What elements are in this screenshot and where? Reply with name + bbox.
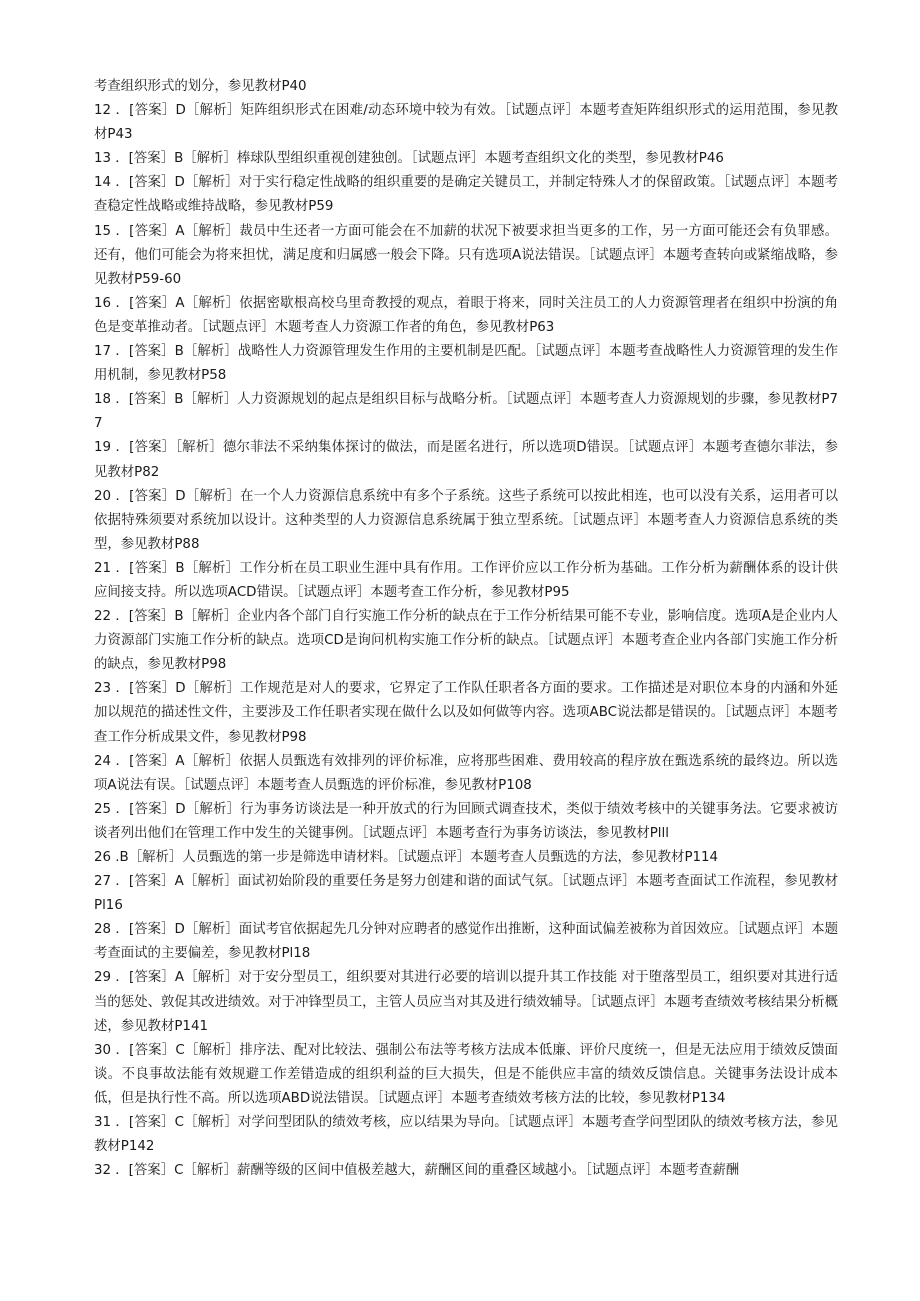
answer-item-29: 29 ．[答案］A［解析］对于安分型员工，组织要对其进行必要的培训以提升其工作技能 对于堕落型员工，组织要对其进行适当的惩处、敦促其改进绩效。对于冲锋型员工，主管人员应当对其及进行绩效辅导。［试题点评］本题考查绩效考核结果分析概述，参见教材P141 <box>94 970 838 1034</box>
answer-explanations <box>94 75 838 1183</box>
answer-item-18: 18 ．[答案］B［解析］人力资源规划的起点是组织目标与战略分析。［试题点评］本题考查人力资源规划的步骤，参见教材P77 <box>94 392 838 432</box>
answer-item-32: 32 ．[答案］C［解析］薪酬等级的区间中值极差越大，薪酬区间的重叠区域越小。［试题点评］本题考查薪酬 <box>94 1163 740 1179</box>
answer-item-28: 28 ．[答案］D［解析］面试考官依据起先几分钟对应聘者的感觉作出推断，这种面试偏差被称为首因效应。［试题点评］本题考查面试的主要偏差，参见教材Pl18 <box>94 922 838 962</box>
answer-item-23: 23 ．[答案］D［解析］工作规范是对人的要求，它界定了工作队任职者各方面的要求。工作描述是对职位本身的内涵和外延加以规范的描述性文件，主要涉及工作任职者实现在做什么以及如何做等内容。选项ABC说法都是错误的。［试题点评］本题考查工作分析成果文件，参见教材P98 <box>94 681 838 745</box>
answer-item-24: 24 ．[答案］A［解析］依据人员甄选有效排列的评价标准，应将那些困难、费用较高的程序放在甄选系统的最终边。所以选项A说法有误。［试题点评］本题考查人员甄选的评价标准，参见教材P108 <box>94 753 838 793</box>
answer-item-14: 14 ．[答案］D［解析］对于实行稳定性战略的组织重要的是确定关键员工，并制定特殊人才的保留政策。［试题点评］本题考查稳定性战略或维持战略，参见教材P59 <box>94 175 838 215</box>
answer-item-16: 16 ．[答案］A［解析］依据密歇根高校乌里奇教授的观点，着眼于将来，同时关注员工的人力资源管理者在组织中扮演的角色是变革推动者。［试题点评］木题考查人力资源工作者的角色，参见教材P63 <box>94 295 838 335</box>
answer-item-21: 21 ．[答案］B［解析］工作分析在员工职业生涯中具有作用。工作评价应以工作分析为基础。工作分析为薪酬体系的设计供应间接支持。所以选项ACD错误。［试题点评］本题考查工作分析，参见教材P95 <box>94 560 838 600</box>
answer-item-25: 25 ．[答案］D［解析］行为事务访谈法是一种开放式的行为回顾式调查技术，类似于绩效考核中的关键事务法。它要求被访谈者列出他们在管理工作中发生的关键事例。［试题点评］本题考查行为事务访谈法，参见教材Plll <box>94 801 838 841</box>
paragraph-continuation: 考查组织形式的划分，参见教材P40 <box>94 79 307 94</box>
answer-item-31: 31 ．[答案］C［解析］对学问型团队的绩效考核，应以结果为导向。［试题点评］本题考查学问型团队的绩效考核方法，参见教材P142 <box>94 1115 838 1155</box>
answer-item-20: 20 ．[答案］D［解析］在一个人力资源信息系统中有多个子系统。这些子系统可以按此相连，也可以没有关系，运用者可以依据特殊须要对系统加以设计。这种类型的人力资源信息系统属于独立型系统。［试题点评］本题考查人力资源信息系统的类型，参见教材P88 <box>94 488 838 552</box>
answer-item-15: 15 ．[答案］A［解析］裁员中生还者一方面可能会在不加薪的状况下被要求担当更多的工作，另一方面可能还会有负罪感。还有，他们可能会为将来担忧，满足度和归属感一般会下降。只有选项A说法错误。［试题点评］本题考查转向或紧缩战略，参见教材P59-60 <box>94 223 838 287</box>
answer-item-22: 22 ．[答案］B［解析］企业内各个部门自行实施工作分析的缺点在于工作分析结果可能不专业，影响信度。选项A是企业内人力资源部门实施工作分析的缺点。选项CD是询问机构实施工作分析的缺点。［试题点评］本题考查企业内各部门实施工作分析的缺点，参见教材P98 <box>94 609 838 673</box>
answer-item-17: 17 ．[答案］B［解析］战略性人力资源管理发生作用的主要机制是匹配。［试题点评］本题考查战略性人力资源管理的发生作用机制，参见教材P58 <box>94 344 838 384</box>
answer-item-27: 27 ．[答案］A［解析］面试初始阶段的重要任务是努力创建和谐的面试气氛。［试题点评］本题考查面试工作流程，参见教材Pl16 <box>94 874 838 914</box>
answer-item-19: 19 ．[答案］［解析］德尔菲法不采纳集体探讨的做法，而是匿名进行，所以选项D错误。［试题点评］本题考查德尔菲法，参见教材P82 <box>94 440 838 480</box>
answer-item-12: 12 ．[答案］D［解析］矩阵组织形式在困难/动态环境中较为有效。［试题点评］本题考查矩阵组织形式的运用范围，参见教材P43 <box>94 103 838 143</box>
answer-item-30: 30 ．[答案］C［解析］排序法、配对比较法、强制公布法等考核方法成本低廉、评价尺度统一，但是无法应用于绩效反馈面谈。不良事故法能有效规避工作差错造成的组织利益的巨大损失，但是不能供应丰富的绩效反馈信息。关键事务法设计成本低，但是执行性不高。所以选项ABD说法错误。［试题点评］本题考查绩效考核方法的比较，参见教材P134 <box>94 1042 838 1106</box>
answer-item-26: 26 .B［解析］人员甄选的第一步是筛选申请材料。［试题点评］本题考查人员甄选的方法，参见教材P114 <box>94 850 719 865</box>
answer-item-13: 13 ．[答案］B［解析］棒球队型组织重视创建独创。［试题点评］本题考查组织文化的类型，参见教材P46 <box>94 151 724 167</box>
